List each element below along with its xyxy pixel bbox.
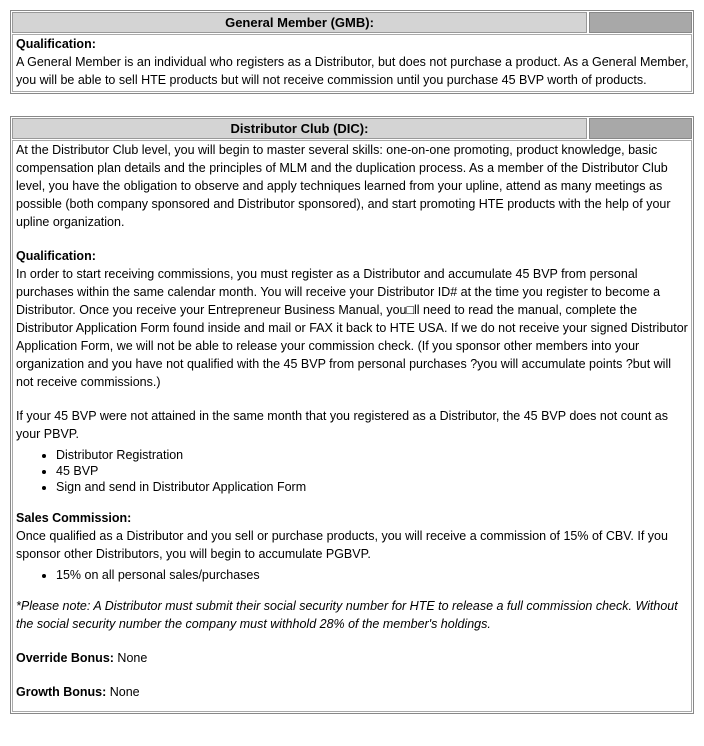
dic-growth-bonus [16, 683, 689, 701]
gmb-qualification-text: A General Member is an individual who registers as a Distributor, but does not purchase a product. As a General Member, you will be able to sell HTE products but will not receive commission until you purchase 45 BVP worth of products. [16, 55, 689, 87]
dic-pbvp-text: If your 45 BVP were not attained in the same month that you registered as a Distributor, the 45 BVP does not count as your PBVP. [16, 409, 669, 441]
dic-sales-list [16, 567, 689, 583]
gmb-header-side-cell [589, 12, 692, 33]
list-item: • Distributor Registration [56, 447, 689, 463]
dic-body [12, 140, 692, 712]
dic-note-text: *Please note: A Distributor must submit their social security number for HTE to release a full commission check. Without the social security number the company must withhold 28% of the member's holdings. [16, 599, 678, 631]
list-item: • Sign and send in Distributor Application Form [56, 479, 689, 495]
growth-bonus-label: Growth Bonus: [16, 685, 107, 699]
gmb-body [12, 34, 692, 92]
gmb-title: General Member (GMB): [12, 12, 587, 33]
dic-requirements-list [16, 447, 689, 495]
growth-bonus-value: None [109, 685, 140, 699]
dic-override-bonus [16, 649, 689, 667]
gmb-qualification-label: Qualification: [16, 37, 96, 51]
dic-section [10, 116, 694, 714]
gmb-section [10, 10, 694, 94]
dic-qualification-text: In order to start receiving commissions, you must register as a Distributor and accumulate 45 BVP from personal purchases within the same calendar month. You will receive your Distributor ID# at the time you register to become a Distributor. Once you receive your Entrepreneur Business Manual, you□ll need to read the manual, complete the Distributor Application Form found inside and mail or FAX it back to HTE USA. If we do not receive your signed Distributor Application Form, we will not be able to release your commission check. (If you sponsor other members into your organization and you have not qualified with the 45 BVP from personal purchases ?you will accumulate points ?but will not receive commissions.) [16, 267, 688, 389]
list-item: • 45 BVP [56, 463, 689, 479]
dic-sales-commission-text: Once qualified as a Distributor and you sell or purchase products, you will receive a commission of 15% of CBV. If you sponsor other Distributors, you will begin to accumulate PGBVP. [16, 529, 668, 561]
override-bonus-label: Override Bonus: [16, 651, 114, 665]
dic-qualification-label: Qualification: [16, 249, 96, 263]
dic-title: Distributor Club (DIC): [12, 118, 587, 139]
dic-header-side-cell [589, 118, 692, 139]
dic-intro-text: At the Distributor Club level, you will begin to master several skills: one-on-one promoting, product knowledge, basic compensation plan details and the principles of MLM and the duplication process. As a member of the Distributor Club level, you have the obligation to observe and apply techniques learned from your upline, attend as many meetings as possible (both company sponsored and Distributor sponsored), and start promoting HTE products with the help of your upline organization. [16, 143, 671, 229]
gmb-header-row [12, 12, 692, 33]
list-item: • 15% on all personal sales/purchases [56, 567, 689, 583]
dic-sales-commission-label: Sales Commission: [16, 511, 132, 525]
override-bonus-value: None [117, 651, 148, 665]
dic-header-row [12, 118, 692, 139]
